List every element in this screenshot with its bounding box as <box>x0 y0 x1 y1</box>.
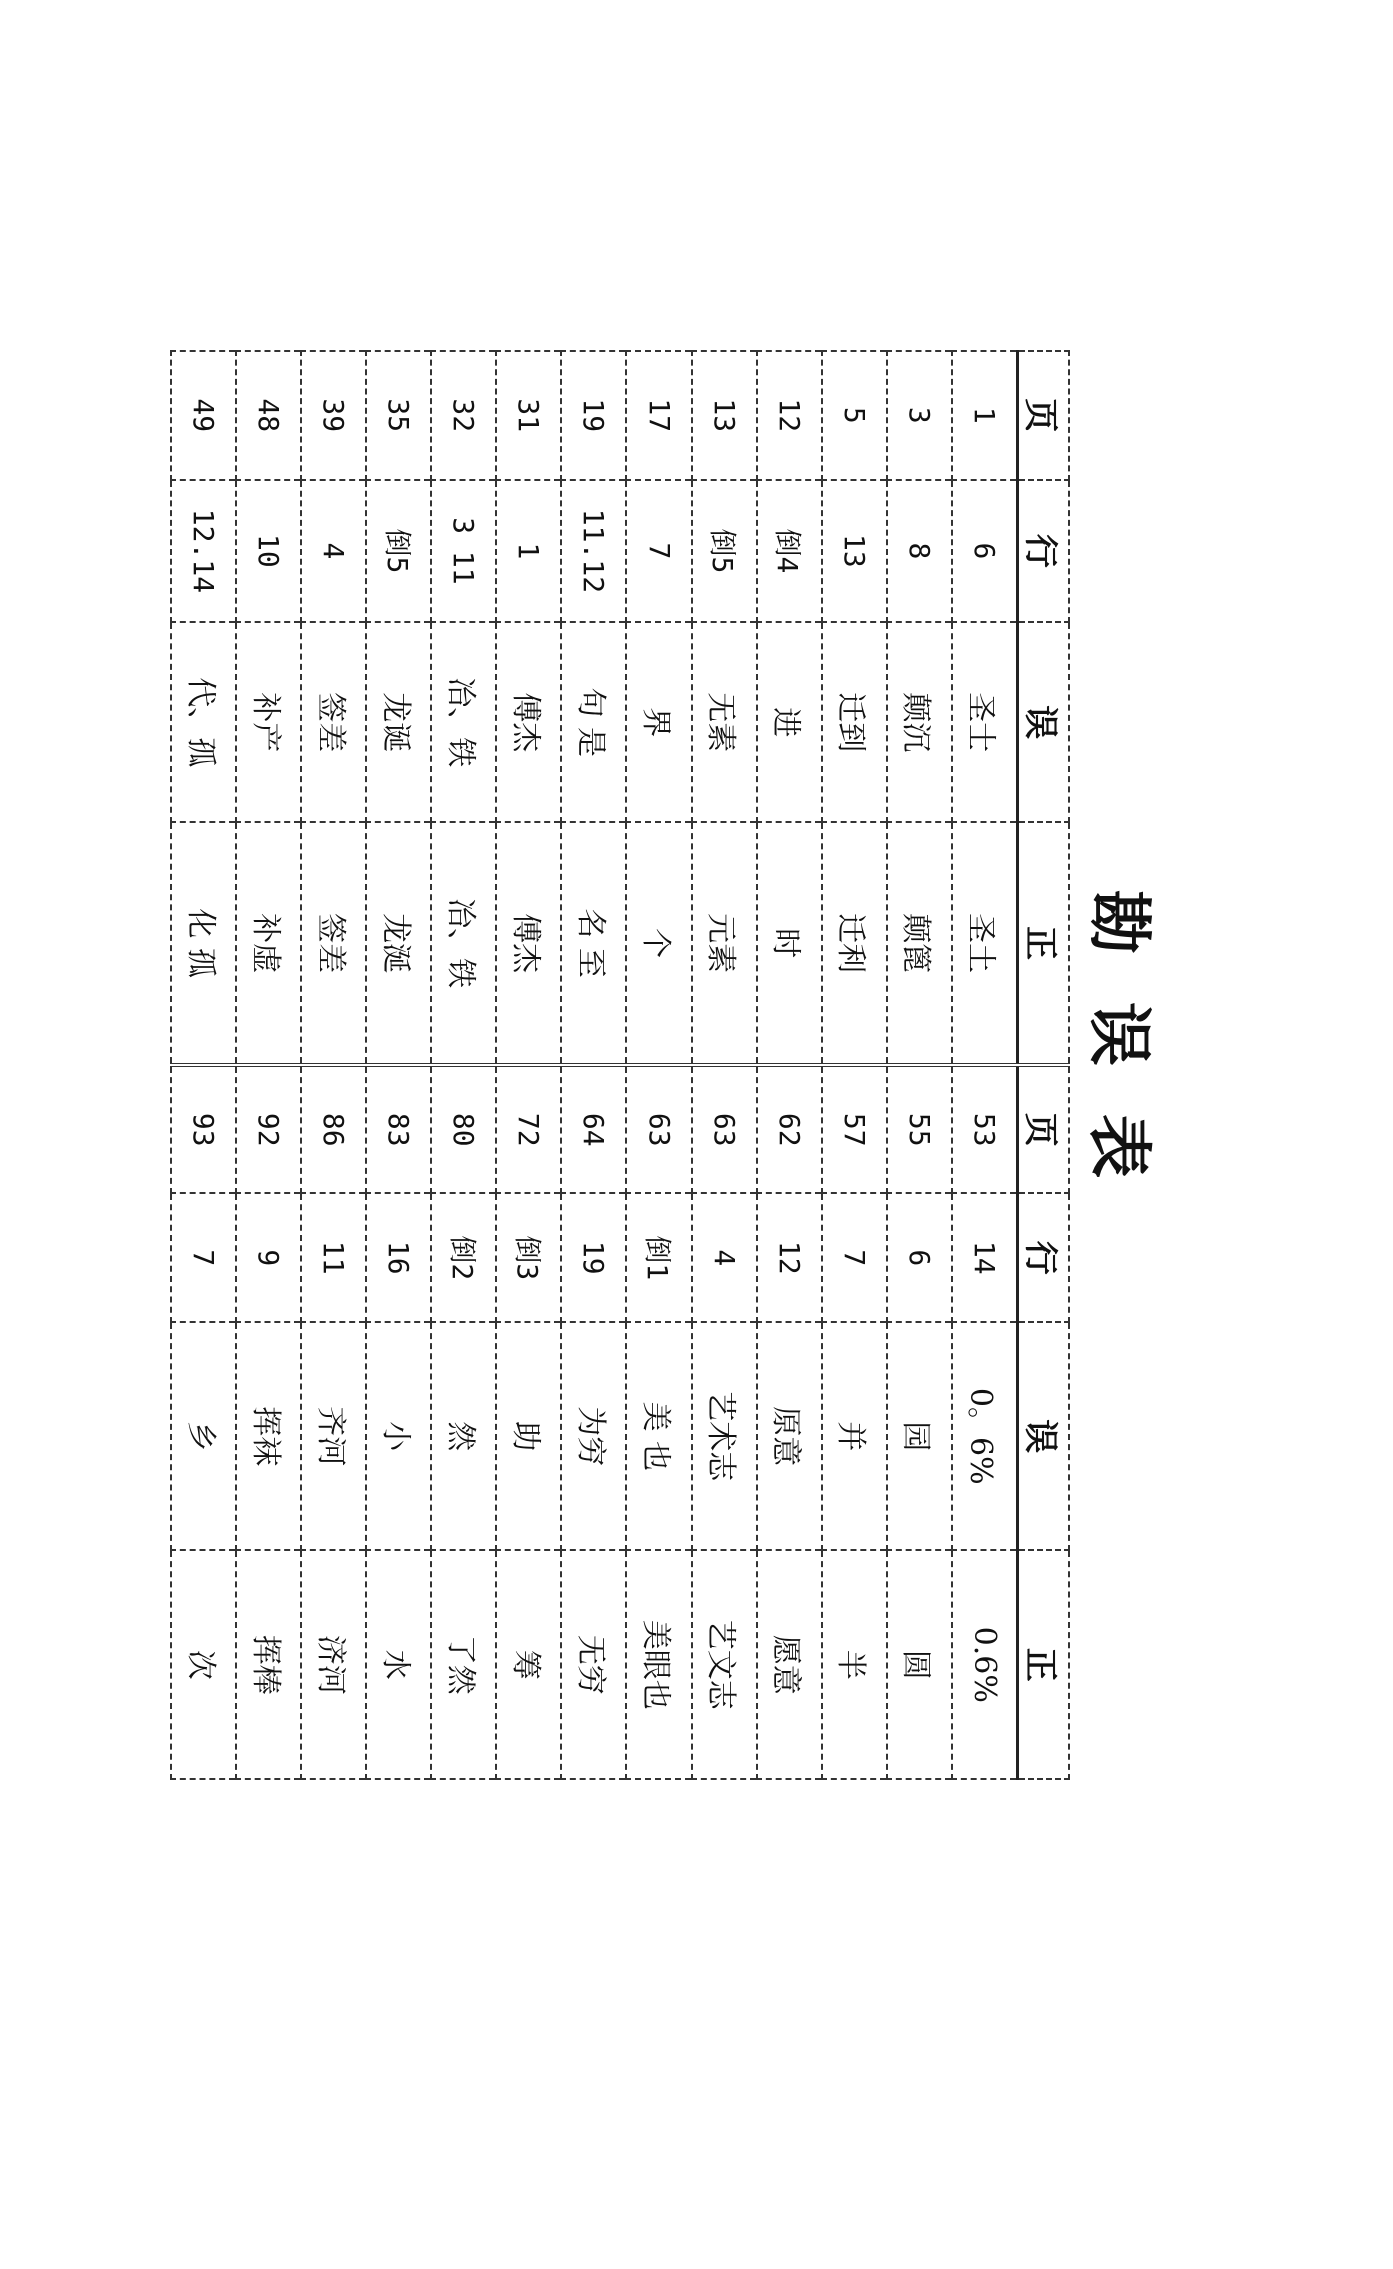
correction-cell: 艺文志 <box>692 1550 757 1779</box>
table-row <box>366 351 431 1779</box>
line-cell: 倒3 <box>496 1193 561 1322</box>
line-cell: 倒1 <box>627 1193 692 1322</box>
correction-cell: 筹 <box>496 1550 561 1779</box>
table-row <box>887 351 952 1779</box>
correction-cell: 0.6% <box>952 1550 1018 1779</box>
page-cell: 19 <box>561 351 626 480</box>
correction-cell: 傅杰 <box>496 822 561 1065</box>
header-row <box>1018 351 1070 1779</box>
line-cell: 16 <box>366 1193 431 1322</box>
line-cell: 8 <box>887 480 952 623</box>
error-cell: 原意 <box>757 1322 822 1550</box>
error-cell: 龙诞 <box>366 622 431 822</box>
page-cell: 55 <box>887 1065 952 1194</box>
page-cell: 62 <box>757 1065 822 1194</box>
page-cell: 12 <box>757 351 822 480</box>
correction-cell: 半 <box>822 1550 887 1779</box>
column-header: 行 <box>1018 1193 1070 1322</box>
error-cell: 挥袜 <box>236 1322 301 1550</box>
column-header: 页 <box>1018 1065 1070 1194</box>
error-cell: 无素 <box>692 622 757 822</box>
error-cell: 颠沉 <box>887 622 952 822</box>
page-cell: 53 <box>952 1065 1018 1194</box>
column-header: 误 <box>1018 1322 1070 1550</box>
table-row <box>301 351 366 1779</box>
table-row <box>692 351 757 1779</box>
error-cell: 齐河 <box>301 1322 366 1550</box>
line-cell: 1 <box>496 480 561 623</box>
column-header: 正 <box>1018 1550 1070 1779</box>
page-cell: 93 <box>171 1065 236 1194</box>
errata-table-wrapper <box>170 350 1070 1780</box>
line-cell: 倒4 <box>757 480 822 623</box>
line-cell: 4 <box>301 480 366 623</box>
line-cell: 倒5 <box>692 480 757 623</box>
correction-cell: 颠篦 <box>887 822 952 1065</box>
correction-cell: 水 <box>366 1550 431 1779</box>
line-cell: 6 <box>952 480 1018 623</box>
correction-cell: 元素 <box>692 822 757 1065</box>
error-cell: 界 <box>627 622 692 822</box>
page-cell: 92 <box>236 1065 301 1194</box>
column-header: 误 <box>1018 622 1070 822</box>
line-cell: 7 <box>822 1193 887 1322</box>
error-cell: 句 是 <box>561 622 626 822</box>
correction-cell: 次 <box>171 1550 236 1779</box>
page-cell: 31 <box>496 351 561 480</box>
error-cell: 美 也 <box>627 1322 692 1550</box>
error-cell: 艺术志 <box>692 1322 757 1550</box>
page-cell: 57 <box>822 1065 887 1194</box>
table-row <box>431 351 496 1779</box>
correction-cell: 冶、铁 <box>431 822 496 1065</box>
page-cell: 63 <box>627 1065 692 1194</box>
correction-cell: 圣土 <box>952 822 1018 1065</box>
table-row <box>627 351 692 1779</box>
column-header: 正 <box>1018 822 1070 1065</box>
page-cell: 63 <box>692 1065 757 1194</box>
line-cell: 11.12 <box>561 480 626 623</box>
line-cell: 6 <box>887 1193 952 1322</box>
error-cell: 傅杰 <box>496 622 561 822</box>
errata-table <box>170 350 1070 1780</box>
line-cell: 7 <box>171 1193 236 1322</box>
page-cell: 13 <box>692 351 757 480</box>
line-cell: 倒2 <box>431 1193 496 1322</box>
page-cell: 3 <box>887 351 952 480</box>
page-cell: 49 <box>171 351 236 480</box>
error-cell: 冶、铁 <box>431 622 496 822</box>
correction-cell: 名 至 <box>561 822 626 1065</box>
correction-cell: 签差 <box>301 822 366 1065</box>
error-cell: 补产 <box>236 622 301 822</box>
error-cell: 圣士 <box>952 622 1018 822</box>
correction-cell: 济河 <box>301 1550 366 1779</box>
table-row <box>236 351 301 1779</box>
correction-cell: 补虚 <box>236 822 301 1065</box>
table-row <box>952 351 1018 1779</box>
page-cell: 86 <box>301 1065 366 1194</box>
correction-cell: 无穷 <box>561 1550 626 1779</box>
correction-cell: 挥棒 <box>236 1550 301 1779</box>
table-row <box>757 351 822 1779</box>
column-header: 行 <box>1018 480 1070 623</box>
error-cell: 乡 <box>171 1322 236 1550</box>
page-cell: 80 <box>431 1065 496 1194</box>
line-cell: 倒5 <box>366 480 431 623</box>
error-cell: 0。6% <box>952 1322 1018 1550</box>
error-cell: 进 <box>757 622 822 822</box>
page-cell: 35 <box>366 351 431 480</box>
errata-body <box>171 351 1018 1779</box>
page-cell: 5 <box>822 351 887 480</box>
error-cell: 并 <box>822 1322 887 1550</box>
error-cell: 园 <box>887 1322 952 1550</box>
error-cell: 然 <box>431 1322 496 1550</box>
line-cell: 7 <box>627 480 692 623</box>
line-cell: 11 <box>301 1193 366 1322</box>
error-cell: 签差 <box>301 622 366 822</box>
line-cell: 13 <box>822 480 887 623</box>
error-cell: 为穷 <box>561 1322 626 1550</box>
error-cell: 小 <box>366 1322 431 1550</box>
page-cell: 72 <box>496 1065 561 1194</box>
error-cell: 迁到 <box>822 622 887 822</box>
table-row <box>561 351 626 1779</box>
line-cell: 12 <box>757 1193 822 1322</box>
page-cell: 39 <box>301 351 366 480</box>
line-cell: 12.14 <box>171 480 236 623</box>
error-cell: 代、孤 <box>171 622 236 822</box>
page-cell: 48 <box>236 351 301 480</box>
line-cell: 14 <box>952 1193 1018 1322</box>
correction-cell: 迁利 <box>822 822 887 1065</box>
correction-cell: 美眼也 <box>627 1550 692 1779</box>
line-cell: 19 <box>561 1193 626 1322</box>
page-cell: 64 <box>561 1065 626 1194</box>
correction-cell: 圆 <box>887 1550 952 1779</box>
page-cell: 1 <box>952 351 1018 480</box>
correction-cell: 个 <box>627 822 692 1065</box>
correction-cell: 化 孤 <box>171 822 236 1065</box>
table-row <box>496 351 561 1779</box>
line-cell: 9 <box>236 1193 301 1322</box>
line-cell: 4 <box>692 1193 757 1322</box>
correction-cell: 了然 <box>431 1550 496 1779</box>
correction-cell: 愿意 <box>757 1550 822 1779</box>
page-title: 勘误表 <box>1081 890 1156 1226</box>
error-cell: 助 <box>496 1322 561 1550</box>
column-header: 页 <box>1018 351 1070 480</box>
correction-cell: 龙涎 <box>366 822 431 1065</box>
page-cell: 32 <box>431 351 496 480</box>
page-cell: 83 <box>366 1065 431 1194</box>
table-row <box>822 351 887 1779</box>
correction-cell: 时 <box>757 822 822 1065</box>
line-cell: 3 11 <box>431 480 496 623</box>
page-cell: 17 <box>627 351 692 480</box>
line-cell: 10 <box>236 480 301 623</box>
table-row <box>171 351 236 1779</box>
